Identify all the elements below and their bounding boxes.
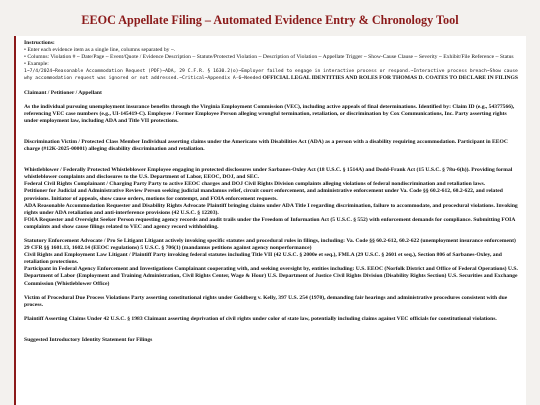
role-entry: Whistleblower / Federally Protected Whistleblower Employee engaging in protected disclosures under Sarbanes-Oxley Act (18 U.S.C. § 1514A) and Dodd-Frank Act (15 U.S.C. § 78u-6(h)). Providing formal whistleblower complaints and disclosures to the U.S. Department of Labor, EEOC, DOJ, and SEC. bbox=[24, 167, 513, 181]
official-identities-heading: OFFICIAL LEGAL IDENTITIES AND ROLES FOR THOMAS D. COATES TO DECLARE IN FILINGS bbox=[261, 75, 519, 82]
role-entry: Statutory Enforcement Advocate / Pro Se Litigant Litigant actively invoking specific statutes and procedural rules in filings, including: Va. Code §§ 60.2-612, 60.2-622 (unemployment insurance enforcement) 29 CFR §§ 1601.13, 1602.14 (EEOC regulations) 5 U.S.C. § 706(1) (mandamus petitions against agency nonperformance) bbox=[24, 237, 516, 252]
instructions-heading: Instructions: bbox=[24, 40, 55, 46]
paragraph-ada-discrimination: Discrimination Victim / Protected Class Member Individual asserting claims under the Americans with Disabilities Act (ADA) as a person with a disability requiring accommodation. Participant in EEOC charge (#12K-2025-00001) alleging disability discrimination and retaliation. bbox=[24, 138, 508, 153]
paragraph-1983: Plaintiff Asserting Claims Under 42 U.S.C. § 1983 Claimant asserting deprivation of civil rights under color of state law, potentially including claims against VEC officials for constitutional violations. bbox=[24, 315, 497, 322]
filing-document-panel bbox=[14, 36, 526, 405]
role-entry: ADA Reasonable Accommodation Requester and Disability Rights Advocate Plaintiff bringing claims under ADA Title I regarding discrimination, failure to accommodate, and procedural violations. Invoking rights under ADA retaliation and anti-interference provisions (42 U.S.C. § 12203). bbox=[24, 202, 518, 216]
instruction-line: • Columns: Violation # ~ Date/Page ~ Event/Quote / Evidence Description ~ Statute/Protected Violation ~ Description of Violation ~ Appellate Trigger ~ Show-Cause Clause ~ Severity ~ Exhibit/File Reference ~ Status bbox=[24, 54, 514, 61]
role-entry: Civil Rights and Employment Law Litigant / Plaintiff Party invoking federal statutes including Title VII (42 U.S.C. § 2000e et seq.), FMLA (29 U.S.C. § 2601 et seq.), Section 806 of Sarbanes-Oxley, and retaliation protections. bbox=[24, 252, 502, 266]
role-entry: Petitioner for Judicial and Administrative Review Person seeking judicial mandamus relief, circuit court enforcement, and administrative enforcement under Va. Code §§ 60.2-612, 60.2-622, and related provisions. Initiator of appeals, show cause orders, motions for contempt, and FOIA enforcement requests. bbox=[24, 188, 503, 202]
role-entry: Federal Civil Rights Complainant / Charging Party Party to active EEOC charges and DOJ Civil Rights Division complaints alleging violations of federal nondiscrimination and retaliation laws. bbox=[24, 181, 486, 188]
paragraph-due-process: Victim of Procedural Due Process Violations Party asserting constitutional rights under Goldberg v. Kelly, 397 U.S. 254 (1970), demanding fair hearings and administrative procedures consistent with due process. bbox=[24, 294, 508, 308]
role-entry: Participant in Federal Agency Enforcement and Investigations Complainant cooperating with, and seeking oversight by, entities including: U.S. EEOC (Norfolk District and Office of Federal Operations) U.S. Department of Labor (Employment and Training Administration, Civil Rights Center, Wage & Hour) U.S. Department of Justice Civil Rights Division (Disability Rights Section) U.S. Securities and Exchange Commission (Whistleblower Office) bbox=[24, 266, 518, 287]
section-party-title: Claimant / Petitioner / Appellant bbox=[24, 89, 102, 96]
instruction-line: • Example: bbox=[24, 61, 49, 68]
page-title: EEOC Appellate Filing – Automated Evidence Entry & Chronology Tool bbox=[81, 13, 459, 27]
paragraph-vec-claimant: As the individual pursuing unemployment insurance benefits through the Virginia Employment Commission (VEC), including active appeals of final determinations. Identified by: Claim ID (e.g., 54377566), referencing VEC case numbers (e.g., UI-145419-C). Employee / Former Employee Person alleging wrongful termination, retaliation, or discrimination by Cox Communications, Inc. Party asserting rights under employment law, including ADA and Title VII protections. bbox=[24, 103, 515, 124]
instruction-line: • Enter each evidence item as a single line, columns separated by ~. bbox=[24, 47, 176, 54]
roles-block bbox=[24, 167, 520, 231]
roles-block-2 bbox=[24, 238, 520, 288]
example-entry bbox=[24, 68, 520, 82]
role-entry: FOIA Requester and Oversight Seeker Person requesting agency records and audit trails under the Freedom of Information Act (5 U.S.C. § 552) with enforcement demands for compliance. Submitting FOIA complaints and show cause filings related to VEC and agency record withholding. bbox=[24, 216, 516, 230]
example-mono-text: 1~7/4/2024~Reasonable Accommodation Request (PDF)~ADA, 29 C.F.R. § 1630.2(o)~Employer failed to engage in interactive process or respond.~Interactive process breach~Show cause why accommodation request was ignored or not addressed.~Critical~Appendix A-6~Needed bbox=[24, 69, 518, 82]
section-statement-title: Suggested Introductory Identity Statement for Filings bbox=[24, 336, 153, 343]
